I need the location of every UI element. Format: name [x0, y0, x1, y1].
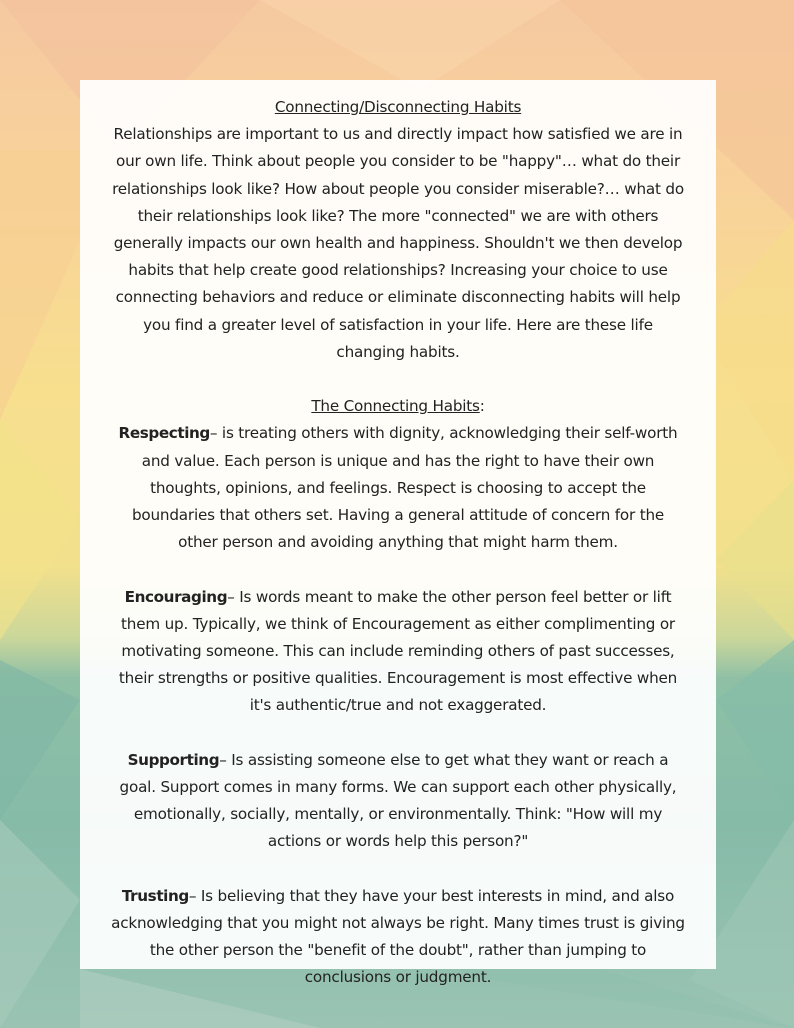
- habit-term: Respecting: [118, 424, 210, 443]
- spacer: [110, 856, 686, 883]
- document-title: Connecting/Disconnecting Habits: [274, 98, 522, 116]
- habit-supporting: [110, 747, 686, 856]
- habit-respecting: [110, 420, 686, 556]
- spacer: [110, 720, 686, 747]
- habit-encouraging: [110, 584, 686, 720]
- intro-paragraph: Relationships are important to us and directly impact how satisfied we are in our own life. Think about people you consider to be "happy"… what do their relationships look like? How about people you consider miserable?… what do their relationships look like? The more "connected" we are with others generally impacts our own health and happiness. Shouldn't we then develop habits that help create good relationships? Increasing your choice to use connecting behaviors and reduce or eliminate disconnecting habits will help you find a greater level of satisfaction in your life. Here are these life changing habits.: [112, 125, 684, 361]
- section-heading: The Connecting Habits: [311, 397, 480, 416]
- habit-term: Encouraging: [124, 587, 228, 606]
- spacer: [110, 556, 686, 583]
- habit-trusting: [110, 883, 686, 992]
- section-heading-line: [110, 393, 686, 420]
- document-card: [80, 80, 716, 987]
- section-heading-colon: :: [479, 397, 485, 416]
- habit-description: – Is words meant to make the other person feel better or lift them up. Typically, we think of Encouragement as either complimenting or motivating someone. This can include reminding others of past successes, their strengths or positive qualities. Encouragement is most effective when it's authentic/true and not exaggerated.: [118, 587, 678, 715]
- habit-description: – is treating others with dignity, acknowledging their self-worth and value. Each person is unique and has the right to have their own thoughts, opinions, and feelings. Respect is choosing to accept the boundaries that others set. Having a general attitude of concern for the other person and avoiding anything that might harm them.: [131, 424, 678, 552]
- habit-term: Trusting: [121, 886, 189, 905]
- spacer: [110, 366, 686, 393]
- habit-description: – Is believing that they have your best interests in mind, and also acknowledging that you might not always be right. Many times trust is giving the other person the "benefit of the doubt", rather than jumping to conclusions or judgment.: [111, 886, 685, 987]
- habit-description: – Is assisting someone else to get what they want or reach a goal. Support comes in many forms. We can support each other physically, emotionally, socially, mentally, or environmentally. Think: "How will my actions or words help this person?": [119, 750, 677, 851]
- habit-term: Supporting: [127, 750, 220, 769]
